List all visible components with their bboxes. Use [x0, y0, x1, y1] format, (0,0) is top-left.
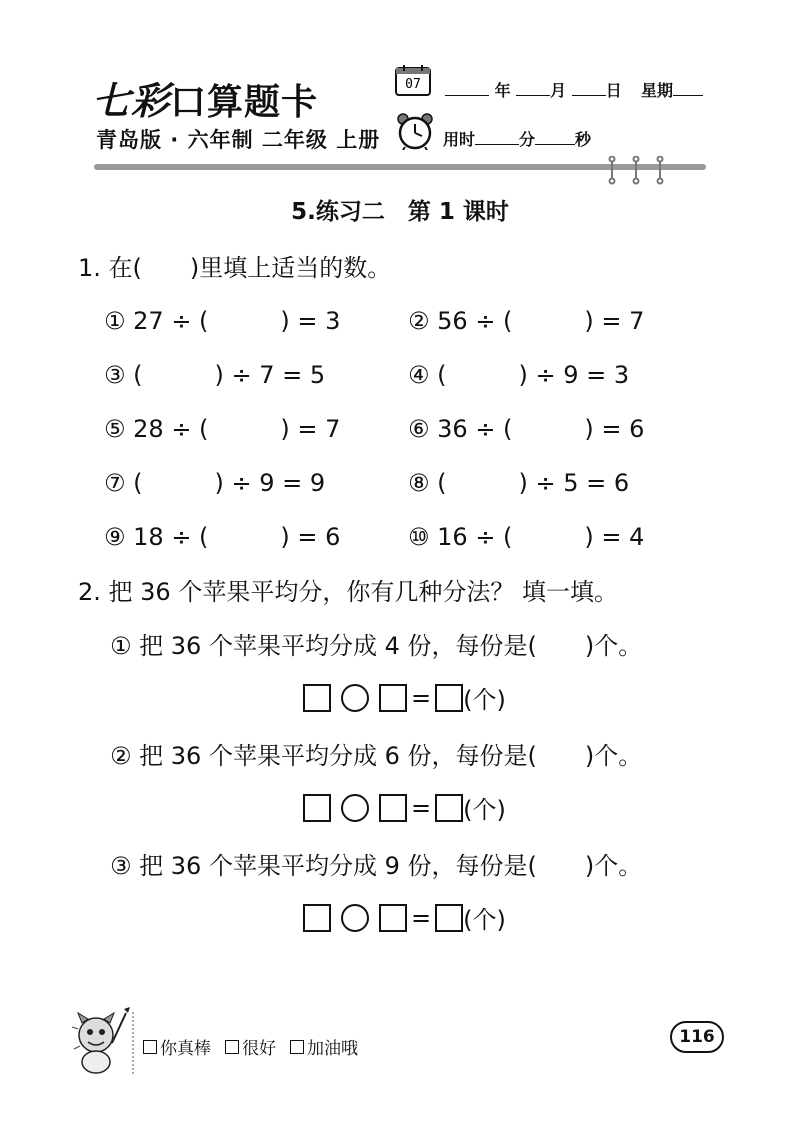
- equation-row-3: [303, 900, 506, 935]
- answer-box[interactable]: [379, 904, 407, 932]
- answer-box[interactable]: [379, 794, 407, 822]
- answer-box[interactable]: [435, 794, 463, 822]
- calendar-icon: [395, 64, 431, 96]
- date-month-label: 月: [550, 81, 567, 100]
- logo: [92, 70, 318, 125]
- problem-6: ⑥ 36 ÷ ( ) = 6: [408, 415, 645, 443]
- question-2-item-1: ① 把 36 个苹果平均分成 4 份，每份是( )个。: [110, 632, 643, 660]
- equals-sign: =: [411, 793, 432, 822]
- time-spent-label: 用时: [443, 130, 476, 149]
- problem-5: ⑤ 28 ÷ ( ) = 7: [104, 415, 341, 443]
- date-day-label: 日: [605, 81, 622, 100]
- rating-label: 很好: [242, 1039, 276, 1059]
- checkbox[interactable]: [290, 1040, 304, 1054]
- section-title: 5.练习二 第 1 课时: [291, 199, 509, 225]
- unit-label: (个): [463, 906, 506, 934]
- rating-option-keep-going[interactable]: [290, 1034, 358, 1059]
- date-year-label: 年: [494, 81, 511, 100]
- rating-label: 你真棒: [160, 1039, 211, 1059]
- time-line: [443, 127, 591, 150]
- equation-row-1: [303, 680, 506, 715]
- unit-label: (个): [463, 686, 506, 714]
- question-2-item-3: ③ 把 36 个苹果平均分成 9 份，每份是( )个。: [110, 852, 643, 880]
- time-minute-label: 分: [519, 130, 536, 149]
- problem-2: ② 56 ÷ ( ) = 7: [408, 307, 645, 335]
- answer-box[interactable]: [435, 684, 463, 712]
- self-rating: [143, 1034, 372, 1059]
- question-2-item-2: ② 把 36 个苹果平均分成 6 份，每份是( )个。: [110, 742, 643, 770]
- time-second-label: 秒: [575, 130, 592, 149]
- problem-4: ④ ( ) ÷ 9 = 3: [408, 361, 630, 389]
- mascot-icon: [68, 1005, 134, 1075]
- checkbox[interactable]: [225, 1040, 239, 1054]
- answer-box[interactable]: [435, 904, 463, 932]
- rating-option-great[interactable]: [143, 1034, 211, 1059]
- problem-3: ③ ( ) ÷ 7 = 5: [104, 361, 326, 389]
- edition-label: 青岛版 · 六年制 二年级 上册: [96, 128, 381, 152]
- page-number: 116: [670, 1021, 724, 1053]
- operator-circle[interactable]: [341, 684, 369, 712]
- answer-box[interactable]: [303, 794, 331, 822]
- footer-divider: [132, 1012, 134, 1074]
- problem-1: ① 27 ÷ ( ) = 3: [104, 307, 341, 335]
- answer-box[interactable]: [379, 684, 407, 712]
- alarm-clock-icon: [395, 112, 435, 150]
- logo-char-qi: 七: [92, 78, 132, 123]
- logo-char-cai: 彩: [131, 78, 171, 123]
- rating-label: 加油哦: [307, 1039, 358, 1059]
- operator-circle[interactable]: [341, 904, 369, 932]
- problem-10: ⑩ 16 ÷ ( ) = 4: [408, 523, 645, 551]
- checkbox[interactable]: [143, 1040, 157, 1054]
- answer-box[interactable]: [303, 684, 331, 712]
- divider-decoration: [600, 156, 680, 186]
- date-line: [445, 78, 703, 101]
- equation-row-2: [303, 790, 506, 825]
- logo-title: 口算题卡: [170, 81, 319, 123]
- equals-sign: =: [411, 903, 432, 932]
- answer-box[interactable]: [303, 904, 331, 932]
- question-1-title: 1. 在( )里填上适当的数。: [78, 254, 392, 282]
- operator-circle[interactable]: [341, 794, 369, 822]
- problem-8: ⑧ ( ) ÷ 5 = 6: [408, 469, 630, 497]
- date-weekday-label: 星期: [640, 81, 673, 100]
- unit-label: (个): [463, 796, 506, 824]
- rating-option-good[interactable]: [225, 1034, 276, 1059]
- problem-7: ⑦ ( ) ÷ 9 = 9: [104, 469, 326, 497]
- problem-9: ⑨ 18 ÷ ( ) = 6: [104, 523, 341, 551]
- calendar-number: 07: [405, 77, 421, 92]
- equals-sign: =: [411, 683, 432, 712]
- question-2-title: 2. 把 36 个苹果平均分，你有几种分法？ 填一填。: [78, 578, 618, 606]
